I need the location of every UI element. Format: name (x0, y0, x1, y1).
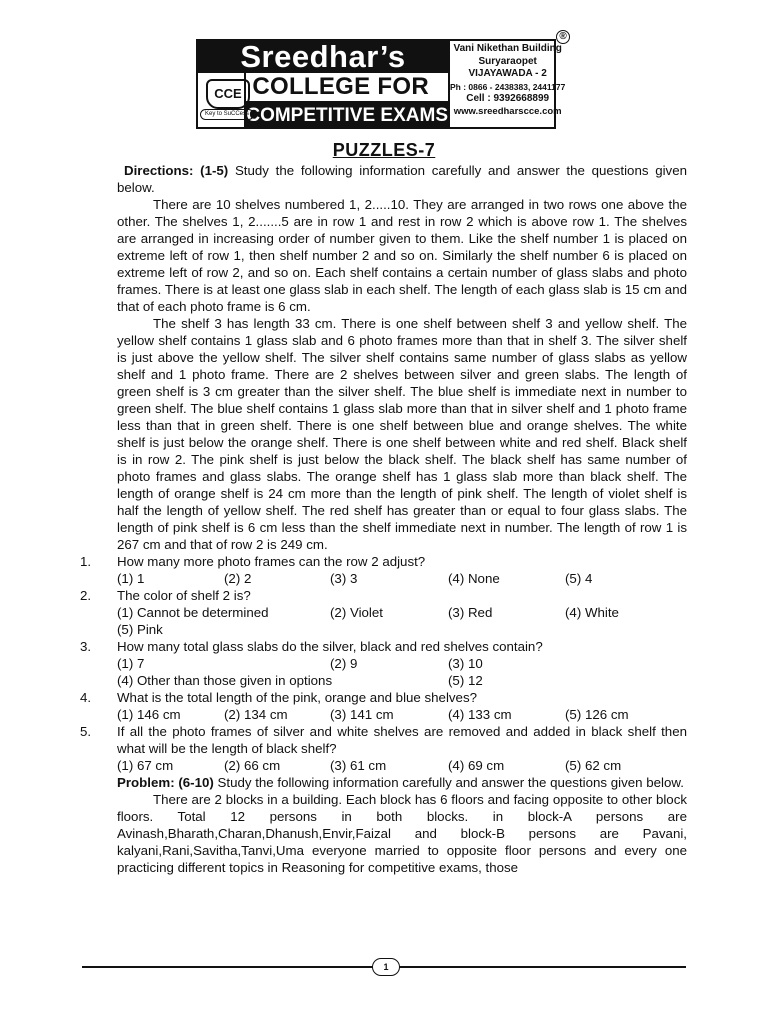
option: (3) 61 cm (330, 758, 387, 773)
question-text: The color of shelf 2 is? (117, 588, 251, 603)
question-text: How many more photo frames can the row 2 adjust? (117, 554, 426, 569)
option: (5) Pink (117, 622, 163, 637)
option: (1) 1 (117, 571, 145, 586)
problem-passage: There are 2 blocks in a building. Each block has 6 floors and facing opposite to other block floors. Total 12 persons in both blocks. in block-A persons are Avinash,Bharath,Charan,Dhanush,Envir,Faizal and block-B persons are Pavani, kalyani,Rani,Savitha,Tanvi,Uma everyone married to opposite floor persons and every one practicing different topics in Reasoning for competitive exams, those (117, 792, 687, 875)
address-line: Vani Nikethan Building (453, 43, 562, 54)
directions-text: Study the following information carefully and answer the questions given below. (117, 163, 687, 195)
option-row (117, 621, 687, 638)
option: (4) 69 cm (448, 758, 505, 773)
option: (3) 10 (448, 656, 483, 671)
passage-paragraph: The shelf 3 has length 33 cm. There is one shelf between shelf 3 and yellow shelf. The yellow shelf contains 1 glass slab and 6 photo frames more than that in shelf 3. The silver shelf is just above the yellow shelf. The silver shelf contains same number of glass slabs as yellow shelf and 1 photo frame. There are 2 shelves between silver and green slabs. The length of green shelf is 3 cm greater than the silver shelf. The blue shelf is immediate next in number to green shelf. The blue shelf contains 1 glass slab more than that in silver shelf and 1 photo frame less than that in green shelf. There is one shelf between blue and orange shelves. The white shelf is just below the orange shelf. There is one shelf between white and red shelf. Black shelf is in row 2. The pink shelf is just below the black shelf. The black shelf has same number of photo frames and glass slabs. The orange shelf has 1 glass slab more than black shelf. The length of orange shelf is 24 cm more than the length of pink shelf. The length of violet shelf is half the length of yellow shelf. The red shelf has greater than or equal to four glass slabs. The length of pink shelf is 6 cm less than the shelf immediate next in number. The length of row 1 is 267 cm and that of row 2 is 249 cm. (117, 316, 687, 552)
option: (2) 66 cm (224, 758, 281, 773)
cell-line: Cell : 9392668899 (466, 93, 550, 105)
cce-logo-text: CCE (206, 79, 250, 109)
banner-left-section (198, 41, 448, 127)
option: (3) Red (448, 605, 493, 620)
page-title: PUZZLES-7 (332, 140, 436, 160)
question-number: 5. (80, 724, 92, 739)
question-5 (80, 723, 687, 774)
college-header-banner (196, 39, 566, 129)
banner-competitive-exams: COMPETITIVE EXAMS (246, 103, 448, 129)
option: (4) None (448, 571, 500, 586)
question-1 (80, 553, 687, 587)
problem-label: Problem: (6-10) (117, 775, 214, 790)
option: (5) 12 (448, 673, 483, 688)
question-3 (80, 638, 687, 689)
option: (4) Other than those given in options (117, 673, 333, 688)
page-number: 1 (372, 958, 400, 976)
question-text: What is the total length of the pink, orange and blue shelves? (117, 690, 477, 705)
option: (2) 2 (224, 571, 252, 586)
document-body (80, 162, 687, 876)
question-number: 2. (80, 588, 92, 603)
option: (2) Violet (330, 605, 383, 620)
option: (5) 126 cm (565, 707, 629, 722)
option: (4) White (565, 605, 619, 620)
banner-college-for: COLLEGE FOR (246, 73, 448, 103)
option: (2) 134 cm (224, 707, 288, 722)
banner-college-lines (246, 73, 448, 129)
passage-paragraph: There are 10 shelves numbered 1, 2.....10. They are arranged in two rows one above the other. The shelves 1, 2.......5 are in row 1 and rest in row 2 which is above row 1. The shelves are arranged in increasing order of number given to them. Like the shelf number 1 is placed on extreme left of row 1, then shelf number 2 and so on. Similarly the shelf number 6 is placed on extreme left of row 2, and so on. Each shelf contains a certain number of glass slabs and photo frames. There is at least one glass slab in each shelf. The length of each glass slab is 15 cm and that of each photo frame is 6 cm. (117, 197, 687, 314)
question-4 (80, 689, 687, 723)
option: (3) 141 cm (330, 707, 394, 722)
option: (5) 4 (565, 571, 593, 586)
option-row (117, 655, 687, 672)
option-row (117, 604, 687, 621)
option: (1) 67 cm (117, 758, 174, 773)
brand-name: Sreedhar’s (198, 41, 448, 73)
problem-paragraph (117, 774, 687, 791)
phone-line: Ph : 0866 - 2438383, 2441177 (450, 81, 566, 92)
cce-logo (198, 73, 250, 129)
option: (4) 133 cm (448, 707, 512, 722)
registered-trademark-mark: ® (556, 30, 570, 44)
question-number: 4. (80, 690, 92, 705)
address-line: Suryaraopet (478, 55, 537, 67)
banner-contact-block (448, 41, 565, 127)
option: (2) 9 (330, 656, 358, 671)
cce-logo-tagline: Key to SuCCess (200, 109, 254, 120)
option: (5) 62 cm (565, 758, 622, 773)
option: (3) 3 (330, 571, 358, 586)
address-line: VIJAYAWADA - 2 (468, 68, 547, 80)
option-row (117, 672, 687, 689)
website-line: www.sreedharscce.com (453, 105, 562, 117)
question-number: 1. (80, 554, 92, 569)
problem-text: Study the following information carefully and answer the questions given below. (217, 775, 684, 790)
banner-mid-section (198, 73, 448, 129)
directions-label: Directions: (1-5) (124, 163, 229, 178)
option: (1) 146 cm (117, 707, 181, 722)
option-row (117, 570, 687, 587)
directions-paragraph (117, 162, 687, 196)
option-row (117, 757, 687, 774)
option-row (117, 706, 687, 723)
question-2 (80, 587, 687, 638)
question-number: 3. (80, 639, 92, 654)
question-text: If all the photo frames of silver and white shelves are removed and added in black shelf then what will be the length of black shelf? (117, 724, 687, 756)
option: (1) Cannot be determined (117, 605, 269, 620)
question-text: How many total glass slabs do the silver, black and red shelves contain? (117, 639, 543, 654)
option: (1) 7 (117, 656, 145, 671)
